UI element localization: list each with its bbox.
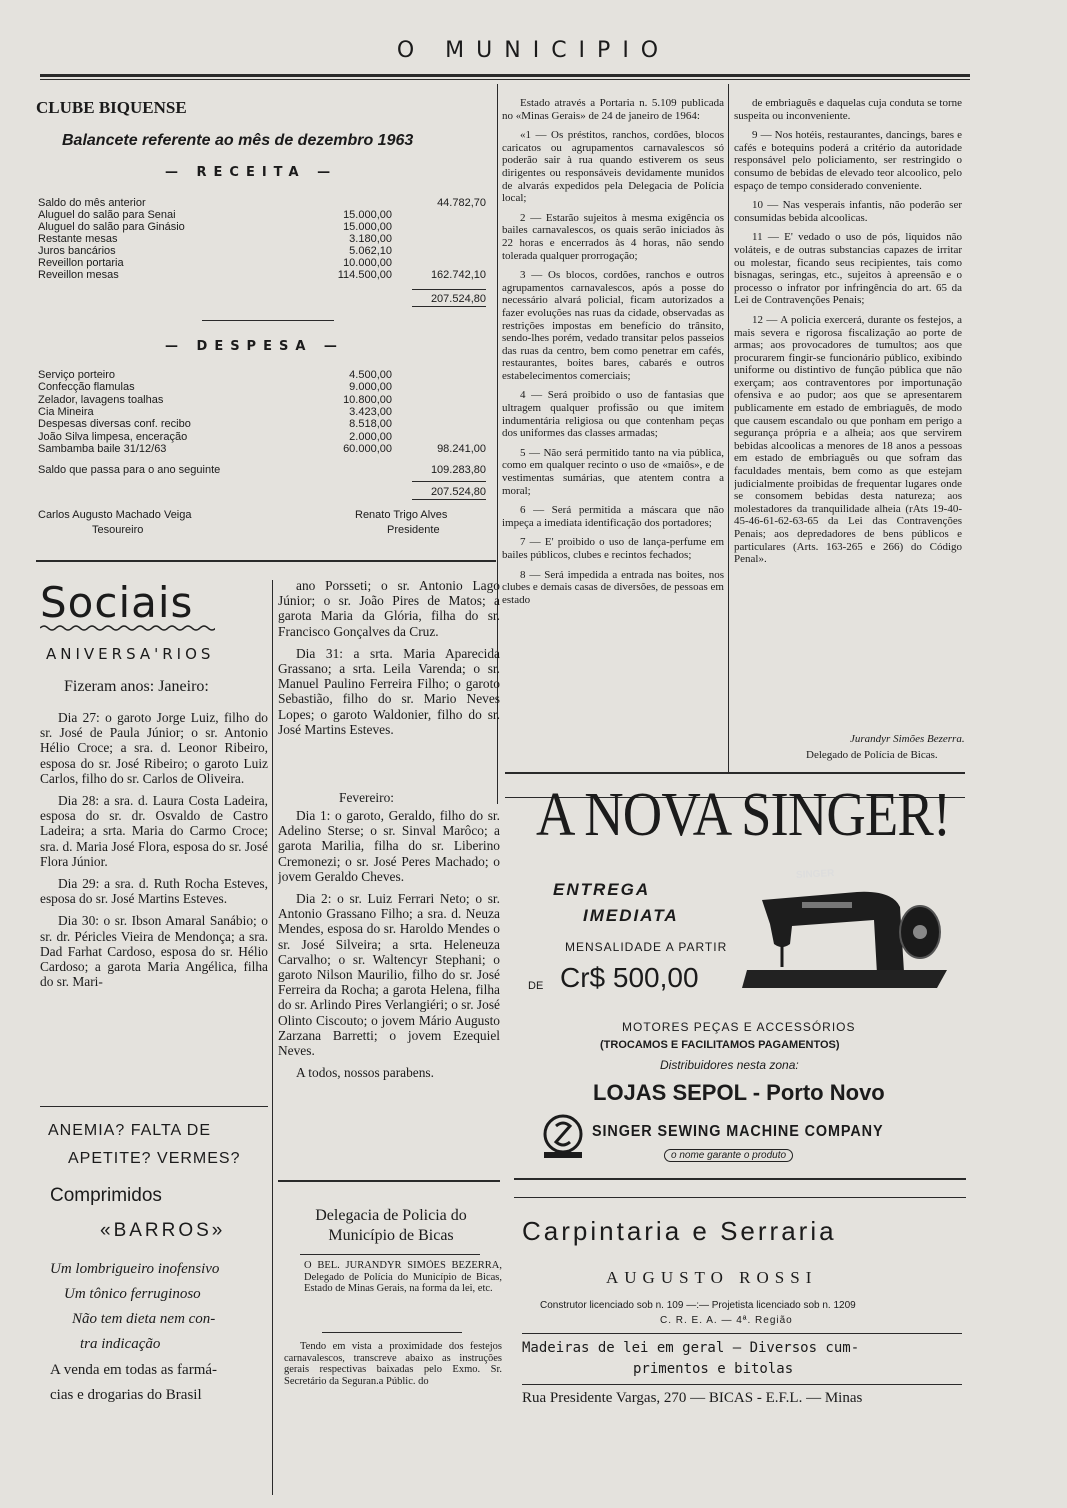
despesa-label: Serviço porteiro [38, 369, 116, 381]
despesa-subtotal: 98.241,00 [437, 442, 486, 455]
singer-distribuidores: Distribuidores nesta zona: [660, 1058, 799, 1072]
receita-label: Juros bancários [38, 245, 116, 257]
portaria-paragraph: 8 — Será impedida a entrada nas boites, nos clubes e demais casas de diversões, de pessoas em estado [502, 568, 724, 606]
portaria-paragraph: 2 — Estarão sujeitos à mesma exigência os bailes carnavalescos, os quais serão iniciados às 22 horas e encerrados às 4 horas, não sendo tolerada qualquer prorrogação; [502, 211, 724, 262]
despesa-value: 10.800,00 [343, 393, 392, 406]
saldo-label: Saldo que passa para o ano seguinte [38, 464, 221, 476]
despesa-row [38, 431, 488, 443]
despesa-value: 8.518,00 [349, 418, 392, 431]
anemia-sale-2: cias e drogarias do Brasil [50, 1387, 202, 1403]
birthday-paragraph: Dia 30: o sr. Ibson Amaral Sanábio; o sr. dr. Péricles Vieira de Mendonça; a sra. Dad Farhat Cardoso, esposa do sr. Hélio Cardoso; a garota Maria Angélica, filha do sr. Mari- [40, 913, 268, 990]
anemia-line-2: APETITE? VERMES? [68, 1150, 241, 1167]
receita-row [38, 197, 488, 209]
sociais-column-1 [40, 710, 268, 1105]
receita-row [38, 233, 488, 245]
section-rule [505, 772, 965, 774]
despesa-value: 2.000,00 [349, 430, 392, 443]
portaria-paragraph: 7 — E' proibido o uso de lança-perfume em bailes públicos, clubes e recintos fechados; [502, 536, 724, 561]
saldo-row [38, 464, 488, 476]
sociais-column-2b [278, 808, 500, 1170]
section-rule [278, 1180, 500, 1182]
sociais-wave-ornament [40, 624, 215, 632]
receita-subtotal: 162.742,10 [430, 269, 486, 281]
receita-total: 207.524,80 [430, 293, 486, 305]
birthday-paragraph: Dia 1: o garoto, Geraldo, filho do sr. Adelino Sterse; o sr. Sinval Marôco; a garota Marilia, filha do sr. Liberino Cremonezi; o sr. José Peres Machado; o jovem Geraldo Cheves. [278, 808, 500, 884]
singer-motores: MOTORES PEÇAS E ACCESSÓRIOS [622, 1020, 856, 1034]
despesa-label: Cia Mineira [38, 405, 94, 418]
carpintaria-name: AUGUSTO ROSSI [606, 1268, 818, 1287]
anemia-line-1: ANEMIA? FALTA DE [48, 1122, 212, 1139]
receita-label: Restante mesas [38, 233, 118, 245]
anemia-comprimidos: Comprimidos [50, 1185, 162, 1206]
anemia-claim-4: tra indicação [80, 1336, 161, 1352]
singer-imediata: IMEDIATA [583, 906, 679, 925]
column-divider [272, 580, 273, 1495]
portaria-paragraph: 11 — E' vedado o uso de pós, liquidos não voláteis, e de outras substancias capazes de irritar ou molestar, ficando seus recipientes, tais como bisnagas, seringas, etc., sujeitos à apreensão e o processo o infrator por infringência do art. 65 da Lei de Contravenções Penais; [734, 231, 962, 307]
delegacia-preamble: O BEL. JURANDYR SIMÕES BEZERRA, Delegado de Polícia do Município de Bicas, Estado de Minas Gerais, na forma da lei, etc. [304, 1260, 502, 1295]
anemia-claim-3: Não tem dieta nem con- [72, 1311, 216, 1327]
despesa-row [38, 369, 488, 381]
receita-value: 5.062,10 [349, 245, 392, 257]
section-rule [514, 1178, 966, 1180]
despesa-value: 9.000,00 [349, 381, 392, 394]
singer-company: SINGER SEWING MACHINE COMPANY [592, 1123, 884, 1140]
section-rule [40, 1106, 268, 1107]
despesa-value: 3.423,00 [349, 405, 392, 418]
sociais-intro: Fizeram anos: Janeiro: [64, 678, 209, 695]
receita-value: 10.000,00 [343, 257, 392, 269]
singer-price: Cr$ 500,00 [560, 962, 699, 993]
signature-treasurer-role: Tesoureiro [92, 524, 144, 536]
sociais-column-2a [278, 578, 500, 778]
section-rule [514, 1197, 966, 1198]
birthday-paragraph: Dia 29: a sra. d. Ruth Rocha Esteves, esposa do sr. José Martins Esteves. [40, 876, 268, 907]
anemia-sale-1: A venda em todas as farmá- [50, 1362, 218, 1378]
despesa-row [38, 381, 488, 393]
column-divider [728, 84, 729, 774]
masthead-rule [40, 74, 970, 77]
masthead: O MUNICIPIO [396, 38, 671, 63]
birthday-paragraph: Dia 2: o sr. Luiz Ferrari Neto; o sr. Antonio Grassano Filho; a sra. d. Neuza Mendes, esposa do sr. Haroldo Mendes o sr. José Silveira; a srta. Heleneuza Carvalho; o sr. Waltencyr Stephani; o garoto Nilson Maurilio, filho do sr. José Ferreira da Rocha; a garota Helena, filha do sr. Arlindo Pires Verlangiéri; o sr. José Olinto Ciscouto; o jovem Mário Augusto Zarzana Barretti; o jovem Ezequiel Neves. [278, 891, 500, 1059]
portaria-paragraph: 3 — Os blocos, cordões, ranchos e outros agrupamentos carnavalescos, após a posse do necessário alvará policial, ficam autorizados a fazer evoluções nas ruas da cidade, observadas as restrições impostas em benefício do trânsito, sendo-lhes porém, vedado transitar pelos passeios das ruas da centro, bem como penetrar em cafés, restaurantes, boites bares, cabarés e outros estabelecimentos comerciais; [502, 269, 724, 382]
despesa-sum-rule [412, 481, 486, 482]
despesa-row [38, 406, 488, 418]
masthead-rule-thin [40, 79, 970, 80]
receita-row [38, 209, 488, 221]
despesa-row [38, 418, 488, 430]
receita-total-rule [412, 306, 486, 307]
despesa-row [38, 443, 488, 455]
receita-row [38, 221, 488, 233]
carpintaria-madeiras-2: primentos e bitolas [633, 1361, 794, 1377]
receita-row [38, 245, 488, 257]
receita-label: Reveillon portaria [38, 257, 124, 269]
sewing-machine-icon [742, 862, 967, 997]
receita-label: Saldo do mês anterior [38, 197, 146, 209]
signature-president-role: Presidente [387, 524, 440, 536]
receita-total-row [38, 293, 488, 305]
despesa-label: Despesas diversas conf. recibo [38, 418, 191, 431]
receita-heading: — RECEITA — [165, 165, 338, 180]
delegacia-title-2: Município de Bicas [328, 1227, 454, 1244]
despesa-label: Confecção flamulas [38, 381, 135, 394]
portaria-paragraph: «1 — Os préstitos, ranchos, cordões, blocos caricatos ou agrupamentos carnavalescos só poderão sair à rua quando estiverem os seus dirigentes ou responsáveis devidamente munidos de alvarás expedidos pela Delegacia de Polícia local; [502, 129, 724, 205]
despesa-total-rule [412, 499, 486, 500]
portaria-paragraph: 6 — Será permitida a máscara que não impeça a imediata identificação dos portadores; [502, 504, 724, 529]
portaria-paragraph: 4 — Será proibido o uso de fantasias que ultragem qualquer profissão ou que imitem indumentária religiosa ou que contenham peças dos uniformes das classes armadas; [502, 389, 724, 440]
singer-trocamos: (TROCAMOS E FACILITAMOS PAGAMENTOS) [600, 1039, 840, 1051]
portaria-paragraph: 5 — Não será permitido tanto na via pública, como em qualquer recinto o uso de «maiôs», e de vestimentas sumárias, que atentem contra a moral; [502, 446, 724, 497]
portaria-column-2 [734, 97, 962, 737]
saldo-value: 109.283,80 [430, 464, 486, 476]
despesa-total: 207.524,80 [430, 486, 486, 498]
singer-tagline: o nome garante o produto [664, 1149, 793, 1162]
receita-value: 15.000,00 [343, 221, 392, 233]
portaria-paragraph: 10 — Nas vesperais infantis, não poderão ser consumidas bebida alcoolicas. [734, 199, 962, 224]
birthday-paragraph: Dia 28: a sra. d. Laura Costa Ladeira, esposa do sr. dr. Osvaldo de Castro Ladeira; a srta. Maria do Carmo Croce; sra. d. Maria José Flora, esposa do sr. José Flora Júnior. [40, 793, 268, 869]
clube-title: CLUBE BIQUENSE [36, 98, 187, 117]
receita-label: Aluguel do salão para Ginásio [38, 221, 185, 233]
sociais-title: Sociais [40, 578, 194, 627]
receita-label: Aluguel do salão para Senai [38, 209, 176, 221]
singer-logo-icon [540, 1112, 586, 1160]
birthday-paragraph: Dia 27: o garoto Jorge Luiz, filho do sr. José de Paula Júnior; o sr. Antonio Hélio Croce; a sra. d. Leonor Ribeiro, esposa do sr. José Ribeiro; o garoto Luiz Carlos, filho do sr. Carlos de Oliveira. [40, 710, 268, 786]
portaria-column-1 [502, 97, 724, 777]
anemia-claim-2: Um tônico ferruginoso [64, 1286, 201, 1302]
portaria-paragraph: de embriaguês e daquelas cuja conduta se torne suspeita ou inconveniente. [734, 97, 962, 122]
receita-row [38, 257, 488, 269]
receita-value: 15.000,00 [343, 209, 392, 221]
section-separator [202, 320, 334, 321]
despesa-heading: — DESPESA — [165, 339, 344, 354]
portaria-signature-name: Jurandyr Simões Bezerra. [850, 733, 965, 745]
carpintaria-address: Rua Presidente Vargas, 270 — BICAS - E.F.L. — Minas [522, 1390, 863, 1406]
receita-value: 114.500,00 [337, 269, 392, 281]
despesa-row [38, 394, 488, 406]
delegacia-rule [300, 1254, 480, 1255]
portaria-paragraph: 9 — Nos hotéis, restaurantes, dancings, bares e cafés e botequins poderá a critério da autoridade responsável pelo policiamento, ser restringido o consumo de bebidas de elevado teor alcoolico, pelo espaço de tempo considerado conveniente. [734, 129, 962, 192]
birthday-paragraph: ano Porsseti; o sr. Antonio Lago Júnior; o sr. João Pires de Matos; a garota Maria da Glória, filha do sr. Francisco Gonçalves da Cruz. [278, 578, 500, 639]
receita-label: Reveillon mesas [38, 269, 119, 281]
singer-entrega: ENTREGA [553, 880, 651, 899]
section-rule [36, 560, 496, 562]
receita-sum-rule [412, 289, 486, 290]
despesa-label: Sambamba baile 31/12/63 [38, 442, 167, 455]
singer-headline: A NOVA SINGER! [536, 781, 951, 849]
fevereiro-heading: Fevereiro: [339, 790, 395, 805]
clube-subtitle: Balancete referente ao mês de dezembro 1963 [62, 132, 414, 149]
despesa-value: 4.500,00 [349, 369, 392, 381]
carpintaria-rule [522, 1333, 962, 1334]
machine-brand-label: SINGER [795, 868, 835, 881]
carpintaria-title: Carpintaria e Serraria [522, 1216, 837, 1246]
signature-president-name: Renato Trigo Alves [355, 509, 448, 521]
carpintaria-license: Construtor licenciado sob n. 109 —:— Projetista licenciado sob n. 1209 [540, 1300, 856, 1311]
anemia-brand: «BARROS» [100, 1220, 226, 1241]
receita-value: 3.180,00 [349, 233, 392, 245]
anemia-claim-1: Um lombrigueiro inofensivo [50, 1261, 220, 1277]
receita-row [38, 269, 488, 281]
despesa-total-row [38, 486, 488, 498]
carpintaria-rule [522, 1384, 962, 1385]
singer-mensalidade: MENSALIDADE A PARTIR [565, 940, 728, 954]
delegacia-title-1: Delegacia de Policia do [315, 1207, 467, 1224]
portaria-signature-role: Delegado de Polícia de Bicas. [806, 749, 938, 761]
portaria-paragraph: 12 — A policia exercerá, durante os festejos, a mais severa e rigorosa fiscalização ao porte de armas; aos provocadores de tumultos; aos que procurarem fingir-se funcionário público, exibindo uniforme ou distintivo de função pública que não exerçam; aos contraventores por importunação ofensiva e ao pudor; aos que se apresentarem publicamente em estado de embriaguês, de modo que causem escandalo ou que ponham em perigo a segurança própria e a alheia; aos que servirem bebidas alcoolicas a menores de 18 anos a pessoas em estado de embriaguês ou que sofram das faculdades mentais, bem como as que estejam judicialmente proibidas de frequentar lugares onde se consomem bebidas desta natureza; aos molestadores da tranquilidade alheia (rAts 19-40-45-46-61-62-63-65 da Lei das Contravenções Penais; aos depredadores de bens públicos e particulares (Arts. 163-265 e 266) do Código Penal». [734, 313, 962, 566]
carpintaria-madeiras-1: Madeiras de lei em geral — Diversos cum- [522, 1340, 860, 1356]
despesa-label: João Silva limpesa, enceração [38, 430, 188, 443]
despesa-value: 60.000,00 [343, 442, 392, 455]
despesa-label: Zelador, lavagens toalhas [38, 393, 164, 406]
singer-price-prefix: DE [528, 980, 544, 992]
carpintaria-crea: C. R. E. A. — 4ª. Região [660, 1315, 793, 1326]
birthday-paragraph: Dia 31: a srta. Maria Aparecida Grassano; a srta. Leila Varenda; o sr. Manuel Paulino Ferreira Filho; o garoto Sebastião, filho do sr. Mario Neves Lopes; o garoto Waldonier, filho do sr. José Martins Esteves. [278, 645, 500, 737]
aniversarios-heading: ANIVERSA'RIOS [46, 645, 215, 663]
signature-treasurer-name: Carlos Augusto Machado Veiga [38, 509, 192, 521]
birthday-paragraph: A todos, nossos parabens. [296, 1065, 434, 1081]
receita-subtotal: 44.782,70 [437, 197, 486, 209]
delegacia-text: Tendo em vista a proximidade dos festejos carnavalescos, transcreve abaixo as instruções gerais respectivas baixadas pelo Exmo. Sr. Secretário da Seguran.a Públic. do [284, 1341, 502, 1387]
portaria-paragraph: Estado através a Portaria n. 5.109 publicada no «Minas Gerais» de 24 de janeiro de 1964: [502, 97, 724, 122]
singer-lojas: LOJAS SEPOL - Porto Novo [593, 1080, 885, 1105]
delegacia-rule [322, 1332, 462, 1333]
